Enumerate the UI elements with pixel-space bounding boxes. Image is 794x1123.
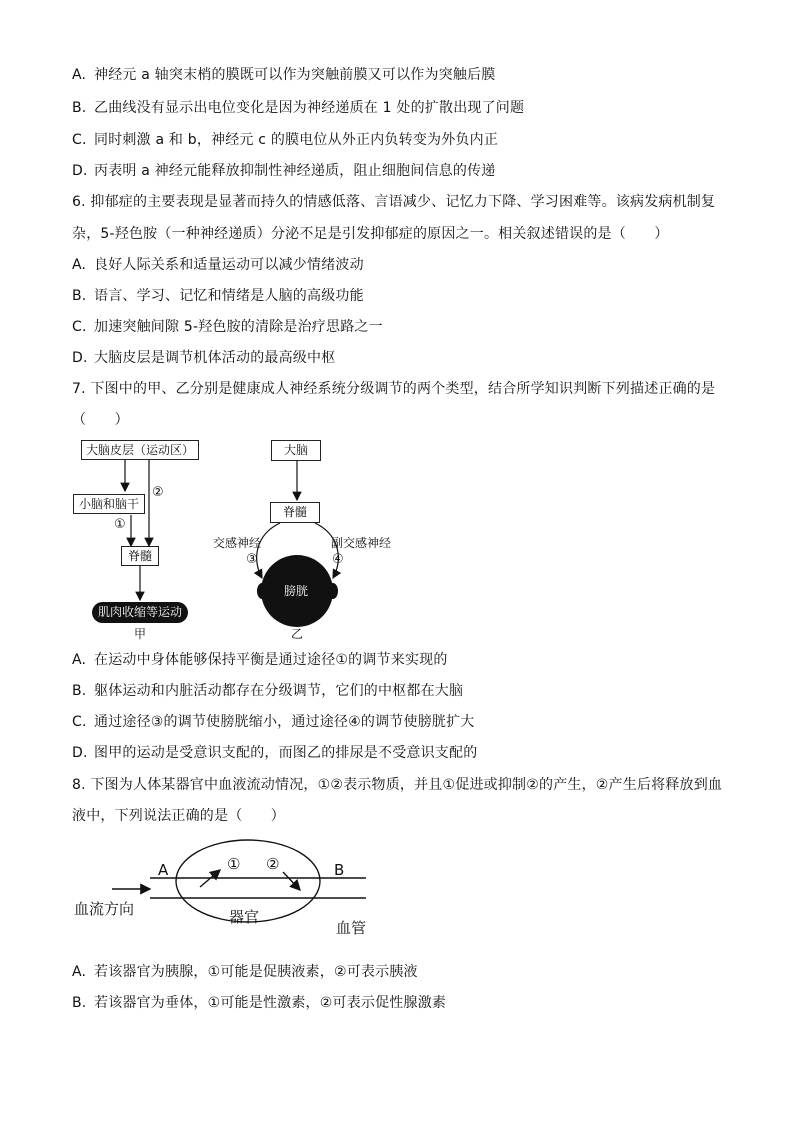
point-b-label: B [334, 861, 345, 879]
q8-stem-line2: 液中，下列说法正确的是（ ） [72, 808, 285, 824]
path-3-label: ③ [246, 552, 258, 567]
q6-option-d: D. 大脑皮层是调节机体活动的最高级中枢 [72, 350, 336, 366]
q8-stem-line1: 8. 下图为人体某器官中血液流动情况，①②表示物质，并且①促进或抑制②的产生，②产生后将释放到血 [72, 777, 723, 793]
q7-stem-line2: （ ） [72, 412, 129, 428]
box-cerebellum-brainstem: 小脑和脑干 [73, 494, 145, 514]
q6-stem-line1: 6. 抑郁症的主要表现是显著而持久的情感低落、言语减少、记忆力下降、学习困难等。该病发病机制复 [72, 194, 716, 210]
q5-option-a: A. 神经元 a 轴突末梢的膜既可以作为突触前膜又可以作为突触后膜 [72, 67, 496, 83]
diagram-jia-caption: 甲 [134, 627, 147, 641]
q7-option-b: B. 躯体运动和内脏活动都存在分级调节，它们的中枢都在大脑 [72, 683, 464, 699]
box-spinal-cord-b: 脊髓 [270, 502, 320, 523]
point-a-label: A [158, 861, 169, 879]
organ-label: 器官 [229, 908, 260, 926]
path-1-label: ① [114, 517, 126, 532]
q7-stem-line1: 7. 下图中的甲、乙分别是健康成人神经系统分级调节的两个类型，结合所学知识判断下列描述正确的是 [72, 381, 716, 397]
blood-flow-direction-label: 血流方向 [74, 900, 135, 918]
q6-option-c: C. 加速突触间隙 5-羟色胺的清除是治疗思路之一 [72, 319, 383, 335]
box-spinal-cord: 脊髓 [121, 546, 159, 566]
substance-2-label: ② [266, 855, 280, 873]
q6-stem-line2: 杂，5-羟色胺（一种神经递质）分泌不足是引发抑郁症的原因之一。相关叙述错误的是（ ） [72, 226, 669, 242]
diagram-yi-caption: 乙 [291, 627, 304, 641]
q5-option-c: C. 同时刺激 a 和 b，神经元 c 的膜电位从外正内负转变为外负内正 [72, 132, 499, 148]
q8-option-b: B. 若该器官为垂体，①可能是性激素，②可表示促性腺激素 [72, 995, 447, 1011]
q5-option-b: B. 乙曲线没有显示出电位变化是因为神经递质在 1 处的扩散出现了问题 [72, 100, 525, 116]
path-4-label: ④ [332, 552, 344, 567]
label-sympathetic: 交感神经 [213, 536, 262, 550]
label-parasympathetic: 副交感神经 [331, 536, 392, 550]
q6-option-b: B. 语言、学习、记忆和情绪是人脑的高级功能 [72, 288, 364, 304]
label-bladder: 膀胱 [284, 584, 309, 598]
q7-option-c: C. 通过途径③的调节使膀胱缩小，通过途径④的调节使膀胱扩大 [72, 714, 475, 730]
q6-option-a: A. 良好人际关系和适量运动可以减少情绪波动 [72, 257, 364, 273]
q5-option-d: D. 丙表明 a 神经元能释放抑制性神经递质，阻止细胞间信息的传递 [72, 163, 496, 179]
path-2-label: ② [152, 485, 164, 500]
substance-1-label: ① [227, 855, 241, 873]
q7-option-d: D. 图甲的运动是受意识支配的，而图乙的排尿是不受意识支配的 [72, 745, 478, 761]
box-cerebral-cortex: 大脑皮层（运动区） [81, 440, 199, 460]
substance-2-arrow [283, 872, 300, 890]
q8-option-a: A. 若该器官为胰腺，①可能是促胰液素，②可表示胰液 [72, 964, 418, 980]
q7-option-a: A. 在运动中身体能够保持平衡是通过途径①的调节来实现的 [72, 652, 448, 668]
box-brain: 大脑 [271, 440, 321, 461]
vessel-label: 血管 [336, 919, 367, 937]
muscle-contraction-pill: 肌肉收缩等运动 [92, 602, 188, 623]
